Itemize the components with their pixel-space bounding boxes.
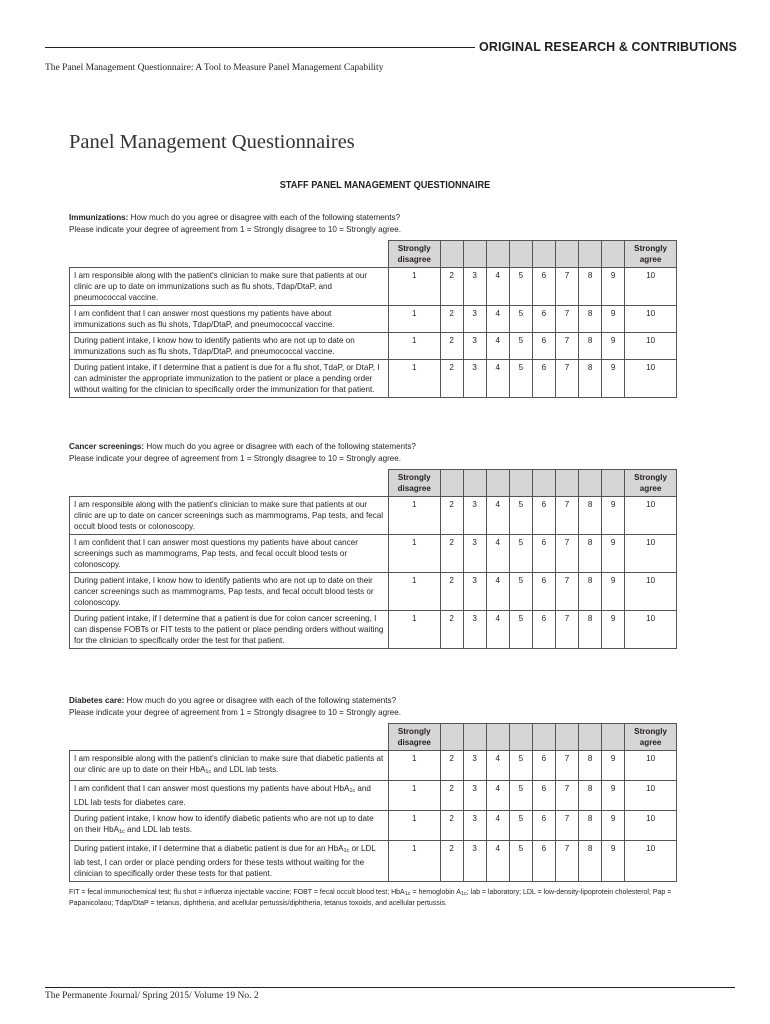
- scale-header-cell: [555, 241, 578, 268]
- page-title: Panel Management Questionnaires: [69, 131, 355, 153]
- rating-option-5[interactable]: 5: [509, 781, 532, 811]
- scale-header-cell: [463, 470, 486, 497]
- statement-text: I am responsible along with the patient's clinician to make sure that diabetic patients at our clinic are up to date on their HbA$_{1c}$ and LDL lab tests.: [70, 751, 389, 781]
- rating-option-4[interactable]: 4: [486, 497, 509, 535]
- rating-table: [69, 469, 677, 649]
- rating-option-6[interactable]: 6: [532, 333, 555, 360]
- rating-option-6[interactable]: 6: [532, 306, 555, 333]
- rating-option-10[interactable]: 10: [625, 781, 677, 811]
- rating-option-1[interactable]: 1: [388, 268, 440, 306]
- rating-option-3[interactable]: 3: [463, 497, 486, 535]
- rating-option-4[interactable]: 4: [486, 306, 509, 333]
- rating-option-5[interactable]: 5: [509, 811, 532, 841]
- rating-option-7[interactable]: 7: [555, 573, 578, 611]
- rating-option-9[interactable]: 9: [602, 611, 625, 649]
- scale-high-label: Strongly agree: [625, 724, 677, 751]
- rating-option-8[interactable]: 8: [579, 751, 602, 781]
- rating-option-7[interactable]: 7: [555, 333, 578, 360]
- statement-row: [70, 333, 677, 360]
- statement-text: During patient intake, if I determine that a patient is due for a flu shot, TdaP, or DtaP, I can administer the appropriate immunization to the patient or place a pending order without waiting for the clinician to specifically order the immunization for that patient.: [70, 360, 389, 398]
- scale-header-row: [70, 470, 677, 497]
- rating-option-3[interactable]: 3: [463, 573, 486, 611]
- statement-text: During patient intake, I know how to identify patients who are not up to date on their cancer screenings such as mammograms, Pap tests, and fecal occult blood tests or colonoscopy.: [70, 573, 389, 611]
- rating-option-10[interactable]: 10: [625, 811, 677, 841]
- running-head: The Panel Management Questionnaire: A Tool to Measure Panel Management Capability: [45, 63, 384, 73]
- rating-option-3[interactable]: 3: [463, 751, 486, 781]
- rating-option-5[interactable]: 5: [509, 497, 532, 535]
- scale-header-cell: [509, 241, 532, 268]
- statement-row: [70, 781, 677, 811]
- rating-option-6[interactable]: 6: [532, 811, 555, 841]
- scale-header-cell: [486, 724, 509, 751]
- rating-option-3[interactable]: 3: [463, 611, 486, 649]
- scale-header-cell: [579, 470, 602, 497]
- rating-option-9[interactable]: 9: [602, 497, 625, 535]
- rating-option-7[interactable]: 7: [555, 497, 578, 535]
- rating-option-2[interactable]: 2: [440, 497, 463, 535]
- statement-row: [70, 497, 677, 535]
- section-cancer-screenings: [69, 441, 677, 649]
- rating-option-5[interactable]: 5: [509, 333, 532, 360]
- rating-option-7[interactable]: 7: [555, 841, 578, 882]
- section-intro: [69, 212, 677, 236]
- rating-option-7[interactable]: 7: [555, 781, 578, 811]
- rating-option-8[interactable]: 8: [579, 306, 602, 333]
- statement-row: [70, 268, 677, 306]
- scale-high-label: Strongly agree: [625, 241, 677, 268]
- rating-option-3[interactable]: 3: [463, 333, 486, 360]
- rating-option-1[interactable]: 1: [388, 751, 440, 781]
- question-text: How much do you agree or disagree with each of the following statements?: [126, 696, 397, 705]
- rating-option-8[interactable]: 8: [579, 497, 602, 535]
- rating-option-10[interactable]: 10: [625, 497, 677, 535]
- statement-text: I am confident that I can answer most questions my patients have about cancer screenings such as mammograms, Pap tests, and fecal occult blood tests or colonoscopy.: [70, 535, 389, 573]
- rating-option-4[interactable]: 4: [486, 811, 509, 841]
- scale-header-cell: [602, 470, 625, 497]
- rating-option-8[interactable]: 8: [579, 841, 602, 882]
- question-text: How much do you agree or disagree with each of the following statements?: [130, 213, 401, 222]
- rating-option-8[interactable]: 8: [579, 268, 602, 306]
- header-rule: [45, 47, 475, 48]
- rating-option-4[interactable]: 4: [486, 535, 509, 573]
- rating-option-10[interactable]: 10: [625, 306, 677, 333]
- statement-text: I am responsible along with the patient's clinician to make sure that patients at our clinic are up to date on cancer screenings such as mammograms, Pap tests, and fecal occult blood tests or colonoscopy.: [70, 497, 389, 535]
- question-line: [69, 695, 677, 707]
- rating-table: [69, 240, 677, 398]
- rating-option-4[interactable]: 4: [486, 751, 509, 781]
- rating-option-4[interactable]: 4: [486, 333, 509, 360]
- section-intro: [69, 695, 677, 719]
- question-line: [69, 212, 677, 224]
- rating-option-9[interactable]: 9: [602, 268, 625, 306]
- rating-option-6[interactable]: 6: [532, 841, 555, 882]
- statement-row: [70, 751, 677, 781]
- rating-option-10[interactable]: 10: [625, 333, 677, 360]
- statement-row: [70, 535, 677, 573]
- scale-header-cell: [486, 470, 509, 497]
- rating-option-1[interactable]: 1: [388, 781, 440, 811]
- rating-option-9[interactable]: 9: [602, 573, 625, 611]
- section-immunizations: [69, 212, 677, 398]
- rating-option-2[interactable]: 2: [440, 751, 463, 781]
- instruction-text: Please indicate your degree of agreement from 1 = Strongly disagree to 10 = Strongly agree.: [69, 708, 402, 717]
- rating-option-2[interactable]: 2: [440, 811, 463, 841]
- rating-option-3[interactable]: 3: [463, 811, 486, 841]
- statement-row: [70, 611, 677, 649]
- section-diabetes-care: [69, 695, 677, 882]
- rating-option-9[interactable]: 9: [602, 535, 625, 573]
- rating-option-3[interactable]: 3: [463, 535, 486, 573]
- scale-header-cell: [532, 470, 555, 497]
- rating-option-2[interactable]: 2: [440, 268, 463, 306]
- scale-header-cell: [440, 470, 463, 497]
- rating-option-3[interactable]: 3: [463, 841, 486, 882]
- statement-row: [70, 306, 677, 333]
- scale-header-cell: [509, 470, 532, 497]
- rating-option-9[interactable]: 9: [602, 751, 625, 781]
- rating-option-2[interactable]: 2: [440, 333, 463, 360]
- statement-text: I am confident that I can answer most questions my patients have about immunizations such as flu shots, Tdap/DtaP, and pneumococcal vaccine.: [70, 306, 389, 333]
- questionnaire-title: STAFF PANEL MANAGEMENT QUESTIONNAIRE: [279, 180, 491, 191]
- rating-option-5[interactable]: 5: [509, 268, 532, 306]
- rating-option-6[interactable]: 6: [532, 360, 555, 398]
- rating-option-8[interactable]: 8: [579, 781, 602, 811]
- scale-low-label: Strongly disagree: [388, 241, 440, 268]
- rating-option-5[interactable]: 5: [509, 573, 532, 611]
- rating-option-2[interactable]: 2: [440, 841, 463, 882]
- section-label: Cancer screenings:: [69, 442, 145, 451]
- question-line: [69, 441, 677, 453]
- section-intro: [69, 441, 677, 465]
- rating-option-8[interactable]: 8: [579, 611, 602, 649]
- section-heading: ORIGINAL RESEARCH & CONTRIBUTIONS: [479, 40, 737, 54]
- rating-option-4[interactable]: 4: [486, 611, 509, 649]
- rating-option-1[interactable]: 1: [388, 611, 440, 649]
- statement-text: During patient intake, if I determine that a diabetic patient is due for an HbA$_{1c}$ or LDL lab test, I can order or place pending orders for these tests without waiting for the clinician to specifically order these tests for that patient.: [70, 841, 389, 882]
- rating-option-10[interactable]: 10: [625, 751, 677, 781]
- rating-option-6[interactable]: 6: [532, 781, 555, 811]
- rating-option-7[interactable]: 7: [555, 611, 578, 649]
- rating-option-8[interactable]: 8: [579, 360, 602, 398]
- statement-text: I am confident that I can answer most questions my patients have about HbA$_{1c}$ and LDL lab tests for diabetes care.: [70, 781, 389, 811]
- rating-option-1[interactable]: 1: [388, 841, 440, 882]
- rating-option-2[interactable]: 2: [440, 573, 463, 611]
- scale-header-cell: [440, 241, 463, 268]
- rating-option-7[interactable]: 7: [555, 306, 578, 333]
- instruction-text: Please indicate your degree of agreement from 1 = Strongly disagree to 10 = Strongly agree.: [69, 454, 402, 463]
- scale-header-row: [70, 241, 677, 268]
- statement-text: During patient intake, I know how to identify diabetic patients who are not up to date on their HbA$_{1c}$ and LDL lab tests.: [70, 811, 389, 841]
- rating-option-9[interactable]: 9: [602, 811, 625, 841]
- scale-header-cell: [579, 724, 602, 751]
- rating-option-10[interactable]: 10: [625, 841, 677, 882]
- rating-option-7[interactable]: 7: [555, 360, 578, 398]
- scale-header-cell: [602, 724, 625, 751]
- rating-option-5[interactable]: 5: [509, 535, 532, 573]
- instruction-text: Please indicate your degree of agreement from 1 = Strongly disagree to 10 = Strongly agree.: [69, 225, 402, 234]
- section-label: Diabetes care:: [69, 696, 125, 705]
- rating-option-6[interactable]: 6: [532, 611, 555, 649]
- rating-option-7[interactable]: 7: [555, 535, 578, 573]
- rating-option-3[interactable]: 3: [463, 268, 486, 306]
- rating-option-9[interactable]: 9: [602, 360, 625, 398]
- statement-text: During patient intake, if I determine that a patient is due for colon cancer screening, I can dispense FOBTs or FIT tests to the patient or place pending orders without waiting for the clinician to specifically order the test for that patient.: [70, 611, 389, 649]
- rating-option-10[interactable]: 10: [625, 611, 677, 649]
- rating-option-10[interactable]: 10: [625, 573, 677, 611]
- statement-row: [70, 360, 677, 398]
- rating-option-2[interactable]: 2: [440, 360, 463, 398]
- rating-option-8[interactable]: 8: [579, 333, 602, 360]
- rating-option-1[interactable]: 1: [388, 333, 440, 360]
- rating-option-4[interactable]: 4: [486, 841, 509, 882]
- rating-option-4[interactable]: 4: [486, 268, 509, 306]
- rating-option-8[interactable]: 8: [579, 535, 602, 573]
- rating-option-2[interactable]: 2: [440, 781, 463, 811]
- statement-text: I am responsible along with the patient's clinician to make sure that patients at our clinic are up to date on immunizations such as flu shots, Tdap/DtaP, and pneumococcal vaccine.: [70, 268, 389, 306]
- rating-option-4[interactable]: 4: [486, 573, 509, 611]
- rating-option-7[interactable]: 7: [555, 268, 578, 306]
- scale-header-cell: [440, 724, 463, 751]
- rating-option-2[interactable]: 2: [440, 535, 463, 573]
- scale-header-cell: [463, 241, 486, 268]
- rating-option-6[interactable]: 6: [532, 497, 555, 535]
- rating-option-8[interactable]: 8: [579, 811, 602, 841]
- rating-option-5[interactable]: 5: [509, 360, 532, 398]
- scale-header-row: [70, 724, 677, 751]
- rating-option-9[interactable]: 9: [602, 781, 625, 811]
- rating-option-5[interactable]: 5: [509, 751, 532, 781]
- section-label: Immunizations:: [69, 213, 129, 222]
- scale-header-cell: [555, 470, 578, 497]
- scale-header-cell: [463, 724, 486, 751]
- rating-option-7[interactable]: 7: [555, 751, 578, 781]
- rating-option-9[interactable]: 9: [602, 306, 625, 333]
- statement-text: During patient intake, I know how to identify patients who are not up to date on immunizations such as flu shots, Tdap/DtaP, and pneumococcal vaccine.: [70, 333, 389, 360]
- statement-row: [70, 811, 677, 841]
- rating-option-6[interactable]: 6: [532, 535, 555, 573]
- rating-option-3[interactable]: 3: [463, 306, 486, 333]
- rating-option-2[interactable]: 2: [440, 611, 463, 649]
- statement-row: [70, 573, 677, 611]
- scale-header-cell: [579, 241, 602, 268]
- rating-option-2[interactable]: 2: [440, 306, 463, 333]
- header-blank-cell: [70, 241, 389, 268]
- rating-option-5[interactable]: 5: [509, 306, 532, 333]
- rating-option-6[interactable]: 6: [532, 268, 555, 306]
- rating-option-6[interactable]: 6: [532, 573, 555, 611]
- header-blank-cell: [70, 724, 389, 751]
- rating-option-1[interactable]: 1: [388, 360, 440, 398]
- rating-option-7[interactable]: 7: [555, 811, 578, 841]
- rating-option-10[interactable]: 10: [625, 535, 677, 573]
- footnote: FIT = fecal immunochemical test; flu shot = influenza injectable vaccine; FOBT = fecal occult blood test; HbA$_{1c}$ = hemoglobin $A_{1c}$; lab = laboratory; LDL = low-density-lipoprotein cholesterol; Pap = Papanicolaou; Tdap/DtaP = tetanus, diphtheria, and acellular pertussis/diphtheria, tetanus toxoids, and acellular pertussis.: [69, 889, 672, 907]
- rating-option-1[interactable]: 1: [388, 573, 440, 611]
- rating-option-9[interactable]: 9: [602, 841, 625, 882]
- scale-high-label: Strongly agree: [625, 470, 677, 497]
- rating-option-10[interactable]: 10: [625, 268, 677, 306]
- rating-option-5[interactable]: 5: [509, 611, 532, 649]
- scale-header-cell: [532, 724, 555, 751]
- footer-rule: [45, 987, 735, 988]
- rating-option-1[interactable]: 1: [388, 306, 440, 333]
- rating-option-6[interactable]: 6: [532, 751, 555, 781]
- page-footer: The Permanente Journal/ Spring 2015/ Volume 19 No. 2: [45, 991, 259, 1001]
- rating-option-1[interactable]: 1: [388, 535, 440, 573]
- rating-option-10[interactable]: 10: [625, 360, 677, 398]
- scale-header-cell: [602, 241, 625, 268]
- rating-option-4[interactable]: 4: [486, 781, 509, 811]
- scale-header-cell: [532, 241, 555, 268]
- rating-option-1[interactable]: 1: [388, 497, 440, 535]
- scale-low-label: Strongly disagree: [388, 724, 440, 751]
- rating-option-3[interactable]: 3: [463, 781, 486, 811]
- header-blank-cell: [70, 470, 389, 497]
- rating-option-4[interactable]: 4: [486, 360, 509, 398]
- rating-option-5[interactable]: 5: [509, 841, 532, 882]
- rating-option-3[interactable]: 3: [463, 360, 486, 398]
- rating-option-8[interactable]: 8: [579, 573, 602, 611]
- scale-header-cell: [555, 724, 578, 751]
- statement-row: [70, 841, 677, 882]
- scale-low-label: Strongly disagree: [388, 470, 440, 497]
- question-text: How much do you agree or disagree with each of the following statements?: [146, 442, 416, 451]
- rating-option-9[interactable]: 9: [602, 333, 625, 360]
- scale-header-cell: [509, 724, 532, 751]
- rating-option-1[interactable]: 1: [388, 811, 440, 841]
- scale-header-cell: [486, 241, 509, 268]
- rating-table: [69, 723, 677, 882]
